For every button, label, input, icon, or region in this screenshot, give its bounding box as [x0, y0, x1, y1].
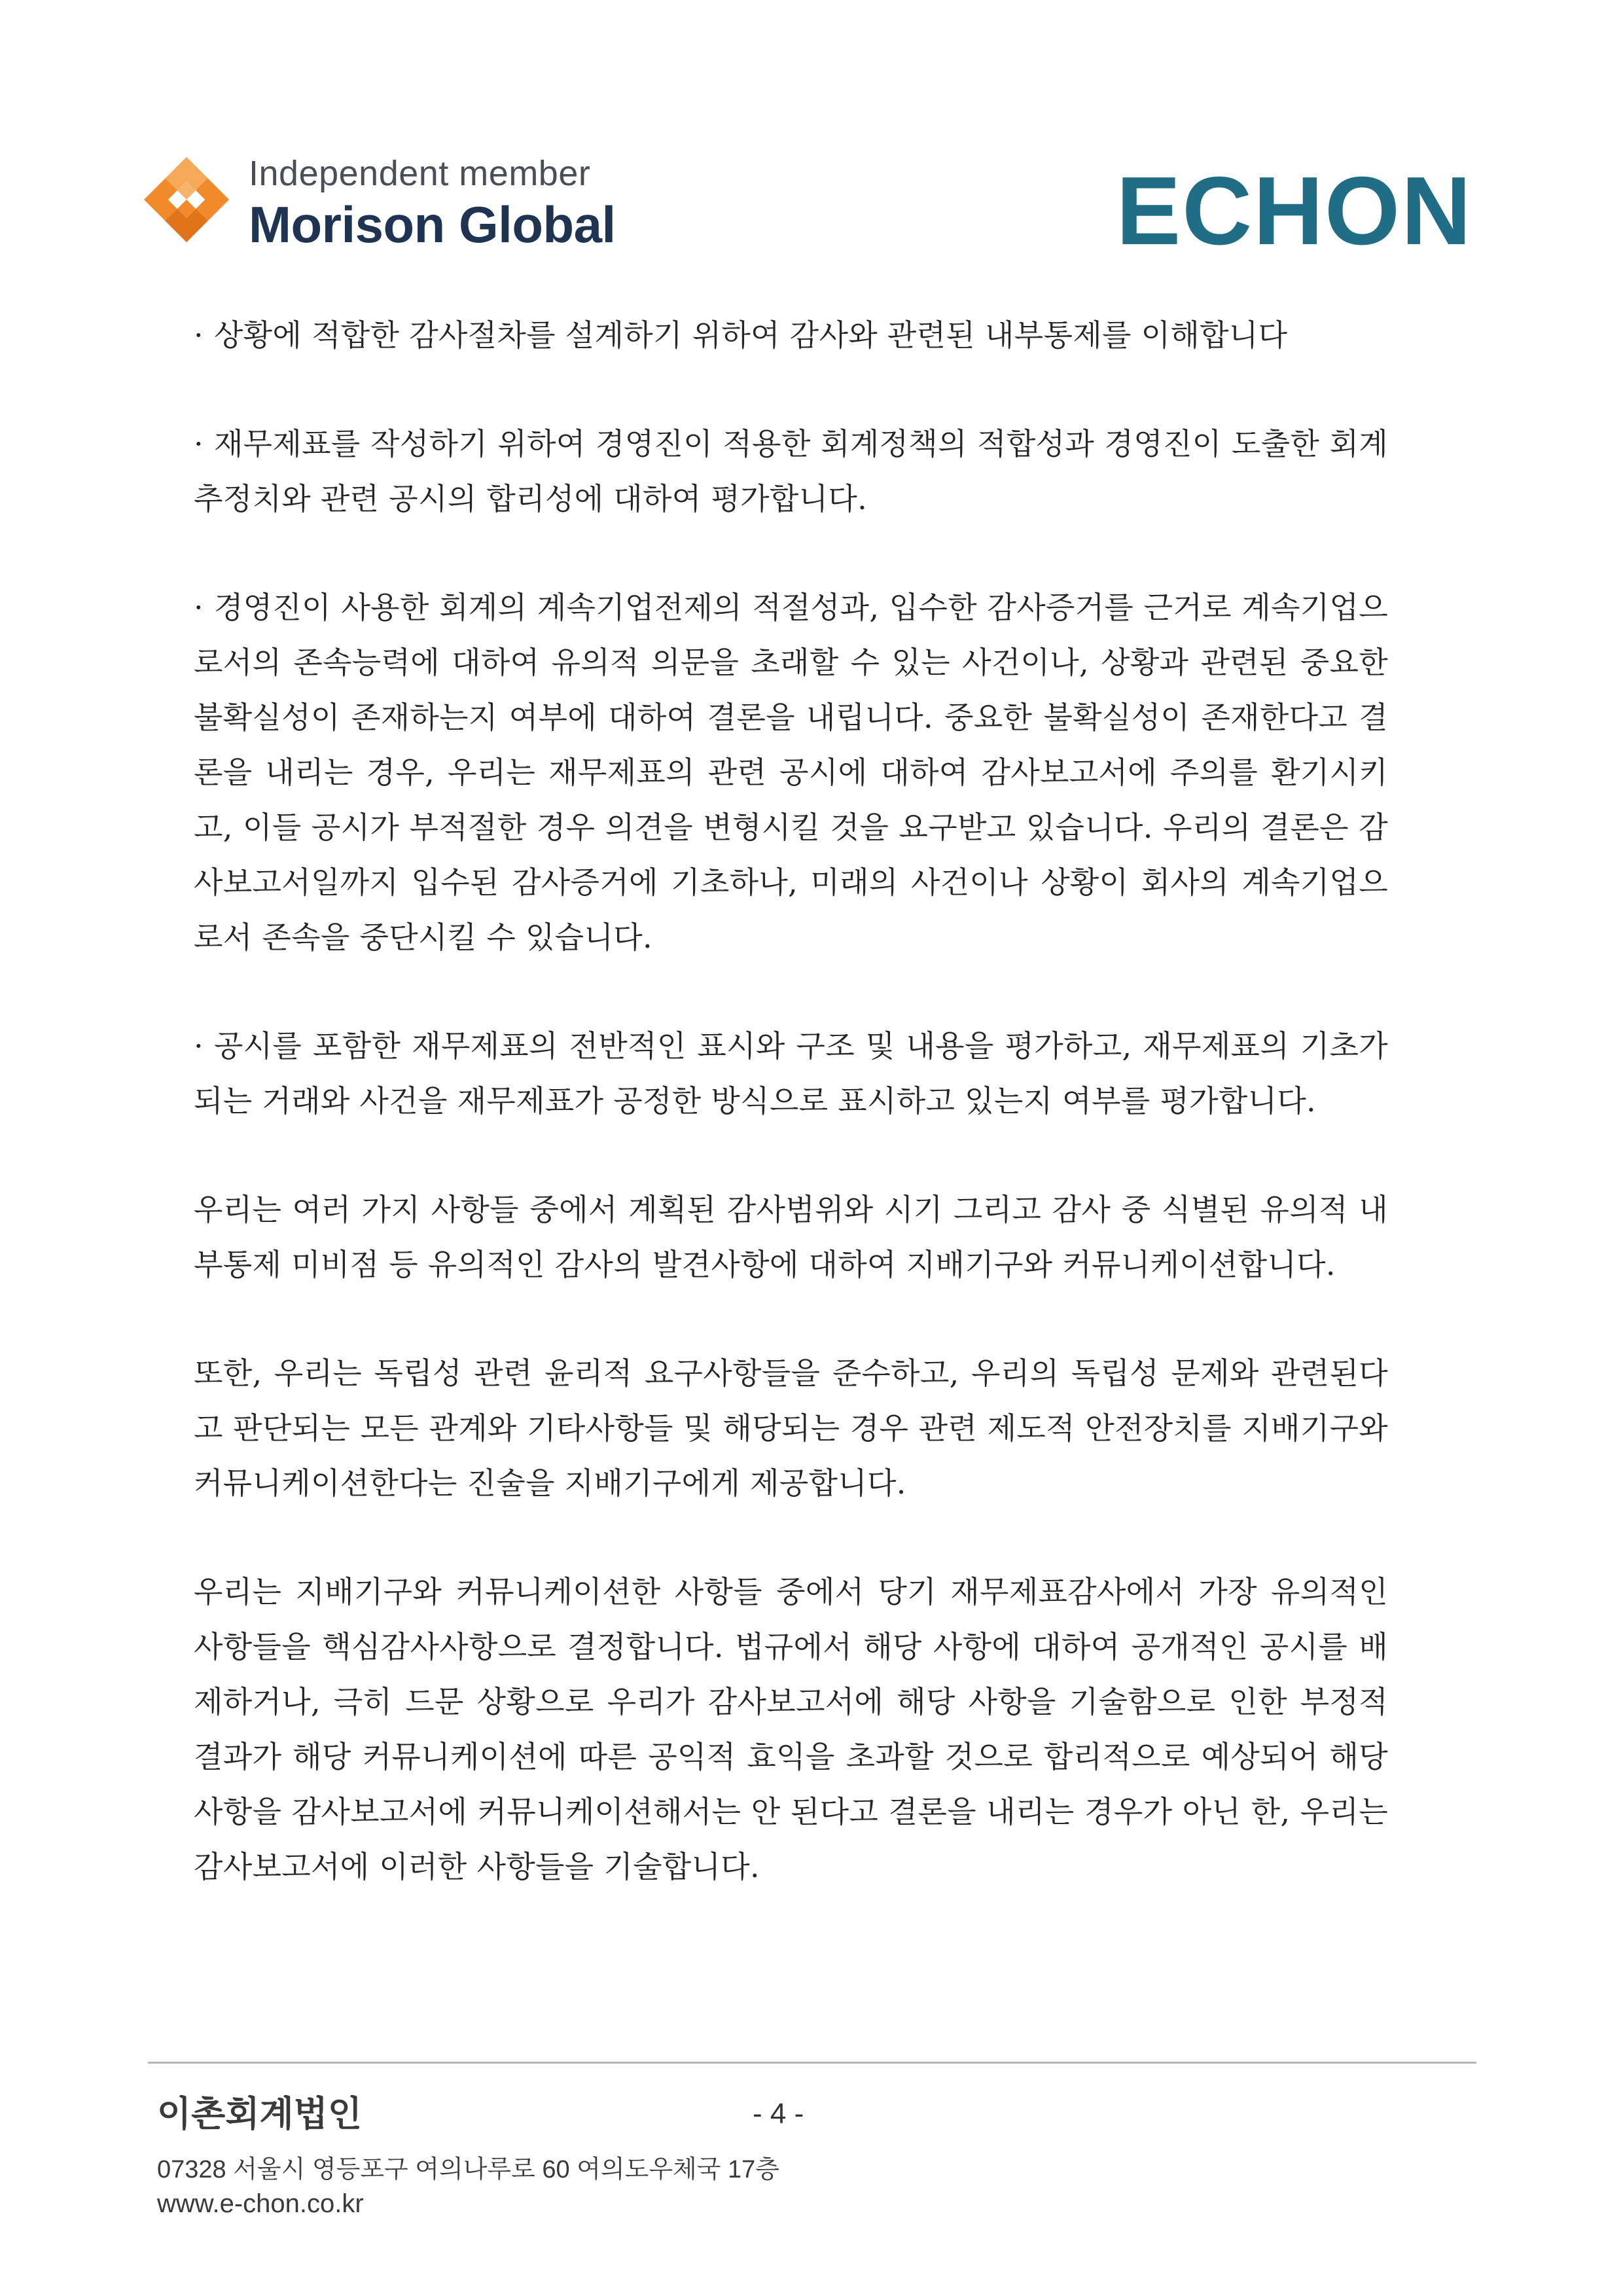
paragraph-text: 재무제표를 작성하기 위하여 경영진이 적용한 회계정책의 적합성과 경영진이 도출한 회계추정치와 관련 공시의 합리성에 대하여 평가합니다. [194, 426, 1388, 516]
bullet-mark: · [194, 1028, 204, 1064]
paragraph-text: 우리는 지배기구와 커뮤니케이션한 사항들 중에서 당기 재무제표감사에서 가장 유의적인 사항들을 핵심감사사항으로 결정합니다. 법규에서 해당 사항에 대하여 공개적인 공시를 배제하거나, 극히 드문 상황으로 우리가 감사보고서에 해당 사항을 기술함으로 인한 부정적 결과가 해당 커뮤니케이션에 따른 공익적 효익을 초과할 것으로 합리적으로 예상되어 해당 사항을 감사보고서에 커뮤니케이션해서는 안 된다고 결론을 내리는 경우가 아닌 한, 우리는 감사보고서에 이러한 사항들을 기술합니다. [194, 1574, 1388, 1884]
echon-logo: ECHON [1116, 157, 1472, 265]
bullet-paragraph [194, 1018, 1388, 1128]
bullet-paragraph [194, 580, 1388, 965]
paragraph-text: 상황에 적합한 감사절차를 설계하기 위하여 감사와 관련된 내부통제를 이해합니다 [213, 317, 1288, 353]
firm-website[interactable]: www.e-chon.co.kr [157, 2189, 364, 2218]
firm-address: 07328 서울시 영등포구 여의나루로 60 여의도우체국 17층 [157, 2156, 780, 2183]
page-footer [157, 2091, 1466, 2221]
bullet-paragraph [194, 308, 1388, 363]
morison-global-logo-icon [141, 154, 232, 245]
paragraph-text: 경영진이 사용한 회계의 계속기업전제의 적절성과, 입수한 감사증거를 근거로 계속기업으로서의 존속능력에 대하여 유의적 의문을 초래할 수 있는 사건이나, 상황과 관련된 중요한 불확실성이 존재하는지 여부에 대하여 결론을 내립니다. 중요한 불확실성이 존재한다고 결론을 내리는 경우, 우리는 재무제표의 관련 공시에 대하여 감사보고서에 주의를 환기시키고, 이들 공시가 부적절한 경우 의견을 변형시킬 것을 요구받고 있습니다. 우리의 결론은 감사보고서일까지 입수된 감사증거에 기초하나, 미래의 사건이나 상황이 회사의 계속기업으로서 존속을 중단시킬 수 있습니다. [194, 590, 1388, 955]
document-body [194, 308, 1388, 1948]
body-paragraph [194, 1346, 1388, 1511]
partner-network-logo [249, 152, 616, 254]
firm-name: 이촌회계법인 [157, 2094, 362, 2134]
partner-name: Morison Global [249, 196, 616, 253]
paragraph-text: 공시를 포함한 재무제표의 전반적인 표시와 구조 및 내용을 평가하고, 재무제표의 기초가 되는 거래와 사건을 재무제표가 공정한 방식으로 표시하고 있는지 여부를 평가합니다. [194, 1028, 1388, 1119]
partner-tagline: Independent member [249, 154, 591, 193]
body-paragraph [194, 1564, 1388, 1894]
page-header [0, 0, 1623, 275]
footer-divider [148, 2062, 1476, 2064]
paragraph-text: 우리는 여러 가지 사항들 중에서 계획된 감사범위와 시기 그리고 감사 중 식별된 유의적 내부통제 미비점 등 유의적인 감사의 발견사항에 대하여 지배기구와 커뮤니케이션합니다. [194, 1192, 1388, 1282]
bullet-mark: · [194, 426, 204, 461]
bullet-mark: · [194, 317, 204, 353]
bullet-mark: · [194, 590, 204, 625]
body-paragraph [194, 1182, 1388, 1292]
page-number: - 4 - [753, 2098, 804, 2130]
paragraph-text: 또한, 우리는 독립성 관련 윤리적 요구사항들을 준수하고, 우리의 독립성 문제와 관련된다고 판단되는 모든 관계와 기타사항들 및 해당되는 경우 관련 제도적 안전장치를 지배기구와 커뮤니케이션한다는 진술을 지배기구에게 제공합니다. [194, 1355, 1388, 1501]
bullet-paragraph [194, 416, 1388, 526]
